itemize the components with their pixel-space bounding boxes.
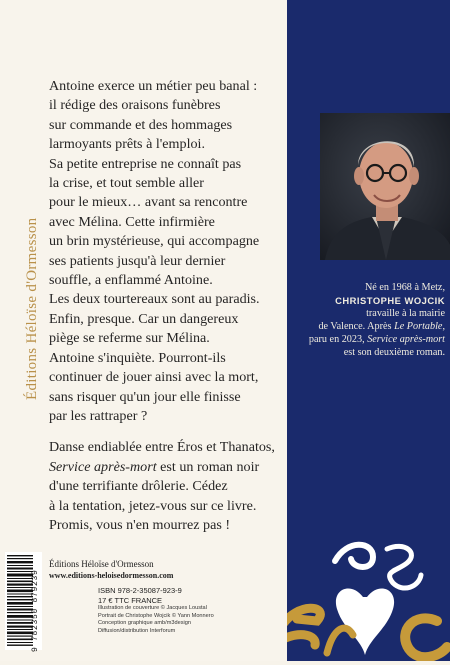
barcode-number: 9 782350 879239 xyxy=(31,569,40,652)
blurb-line: pour le mieux… avant sa rencontre xyxy=(49,194,248,211)
blurb-line xyxy=(49,458,281,477)
blurb-line: larmoyants prêts à l'emploi. xyxy=(49,136,205,153)
bio-text: , xyxy=(442,321,445,332)
bio-line: Né en 1968 à Metz, xyxy=(364,282,445,293)
book-metadata xyxy=(98,586,214,635)
publisher-logo xyxy=(287,535,450,661)
bio-line xyxy=(305,333,445,346)
back-cover-blurb xyxy=(49,77,281,547)
blurb-line: Antoine exerce un métier peu banal : xyxy=(49,78,258,94)
blurb-line: Promis, vous n'en mourrez pas ! xyxy=(49,516,231,533)
blurb-line: souffle, a enflammé Antoine. xyxy=(49,272,213,289)
publisher-block xyxy=(49,559,173,581)
publisher-website: www.editions-heloisedormesson.com xyxy=(49,571,174,580)
blurb-line: d'une terrifiante drôlerie. Cédez xyxy=(49,478,228,495)
bio-line: travaille à la mairie xyxy=(366,308,445,319)
blurb-line: il rédige des oraisons funèbres xyxy=(49,97,221,114)
bio-line xyxy=(305,320,445,333)
blurb-paragraph-1 xyxy=(49,77,281,426)
book-title: Service après-mort xyxy=(367,334,445,345)
bio-text: paru en 2023, xyxy=(308,334,368,345)
author-name: CHRISTOPHE WOJCIK xyxy=(335,295,445,306)
author-portrait xyxy=(320,113,450,260)
blurb-line: Sa petite entreprise ne connaît pas xyxy=(49,155,242,172)
credit-line: Illustration de couverture © Jacques Loustal xyxy=(98,605,207,611)
author-portrait-image xyxy=(320,113,450,260)
blurb-line: Antoine s'inquiète. Pourront-ils xyxy=(49,349,226,366)
publisher-name: Éditions Héloïse d'Ormesson xyxy=(49,559,154,569)
author-bio xyxy=(305,281,445,359)
blurb-text: est un roman noir xyxy=(156,458,260,475)
credit-line: Diffusion/distribution Interforum xyxy=(98,627,176,634)
blurb-line: un brin mystérieuse, qui accompagne xyxy=(49,233,260,250)
blurb-line: avec Mélina. Cette infirmière xyxy=(49,213,215,230)
blurb-line: la crise, et tout semble aller xyxy=(49,175,204,192)
credit-line: Conception graphique amb/m3design xyxy=(98,620,191,626)
book-title: Le Portable xyxy=(394,321,443,332)
book-title: Service après-mort xyxy=(49,458,157,475)
blurb-line: à la tentation, jetez-vous sur ce livre. xyxy=(49,497,257,514)
bio-text: de Valence. Après xyxy=(318,321,395,332)
isbn: ISBN 978-2-35087-923-9 xyxy=(98,586,182,595)
price: 17 € TTC FRANCE xyxy=(98,595,163,605)
blurb-line: Danse endiablée entre Éros et Thanatos, xyxy=(49,439,275,456)
bio-line: est son deuxième roman. xyxy=(343,347,445,358)
blurb-line: sur commande et des hommages xyxy=(49,116,233,133)
spine-publisher-name: Éditions Héloïse d'Ormesson xyxy=(24,217,40,400)
credit-line: Portrait de Christophe Wojcik © Yann Monnero xyxy=(98,612,214,619)
blurb-line: sans risquer qu'un jour elle finisse xyxy=(49,388,241,405)
blurb-line: piège se referme sur Mélina. xyxy=(49,330,210,347)
blurb-line: Enfin, presque. Car un dangereux xyxy=(49,310,239,327)
blurb-line: continuer de jouer ainsi avec la mort, xyxy=(49,369,259,386)
blurb-line: ses patients jusqu'à leur dernier xyxy=(49,252,226,269)
ehdo-logo-icon xyxy=(287,535,450,661)
blurb-line: Les deux tourtereaux sont au paradis. xyxy=(49,291,260,308)
blurb-line: par les rattraper ? xyxy=(49,407,148,424)
blurb-paragraph-2 xyxy=(49,438,281,535)
